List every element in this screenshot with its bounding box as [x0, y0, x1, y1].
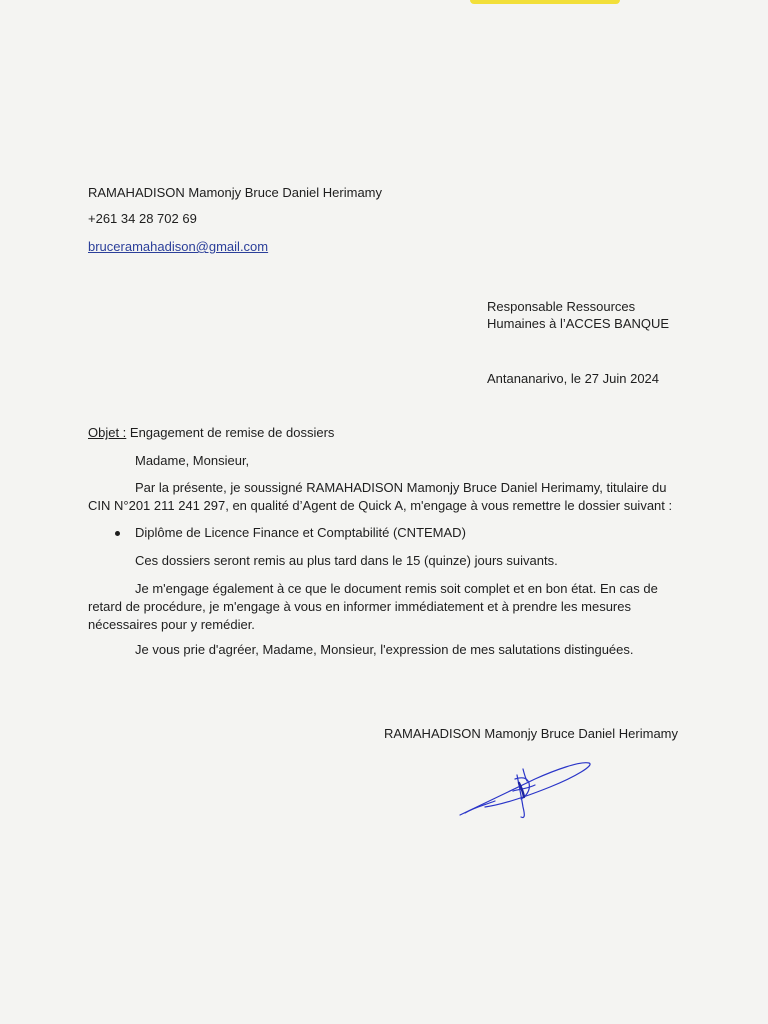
handwritten-signature — [455, 755, 595, 825]
paragraph-3-line-1: Je m'engage également à ce que le document remis soit complet et en bon état. En cas de — [135, 581, 658, 596]
sender-name: RAMAHADISON Mamonjy Bruce Daniel Herimamy — [88, 185, 383, 200]
sender-email-link[interactable]: bruceramahadison@gmail.com — [88, 239, 269, 254]
closing-name: RAMAHADISON Mamonjy Bruce Daniel Herimamy — [384, 726, 679, 741]
paragraph-2: Ces dossiers seront remis au plus tard dans le 15 (quinze) jours suivants. — [135, 553, 558, 568]
bullet-point — [115, 531, 120, 536]
subject-label: Objet : — [88, 425, 127, 440]
paragraph-1-line-1: Par la présente, je soussigné RAMAHADISON Mamonjy Bruce Daniel Herimamy, titulaire du — [135, 480, 667, 495]
salutation: Madame, Monsieur, — [135, 453, 250, 468]
sender-phone: +261 34 28 702 69 — [88, 211, 197, 226]
paragraph-3-line-3: nécessaires pour y remédier. — [88, 617, 255, 632]
recipient-line-1: Responsable Ressources — [487, 299, 636, 314]
place-date: Antananarivo, le 27 Juin 2024 — [487, 371, 660, 386]
recipient-line-2: Humaines à l’ACCES BANQUE — [487, 316, 670, 331]
subject-line — [88, 424, 334, 442]
bullet-item-text: Diplôme de Licence Finance et Comptabilité (CNTEMAD) — [135, 525, 466, 540]
paragraph-4: Je vous prie d'agréer, Madame, Monsieur, l'expression de mes salutations distinguées. — [135, 642, 634, 657]
yellow-edge-mark — [470, 0, 620, 4]
paragraph-3-line-2: retard de procédure, je m'engage à vous en informer immédiatement et à prendre les mesures — [88, 599, 631, 614]
paragraph-1-line-2: CIN N°201 211 241 297, en qualité d’Agent de Quick A, m'engage à vous remettre le dossier suivant : — [88, 498, 673, 513]
subject-text: Engagement de remise de dossiers — [126, 425, 335, 440]
